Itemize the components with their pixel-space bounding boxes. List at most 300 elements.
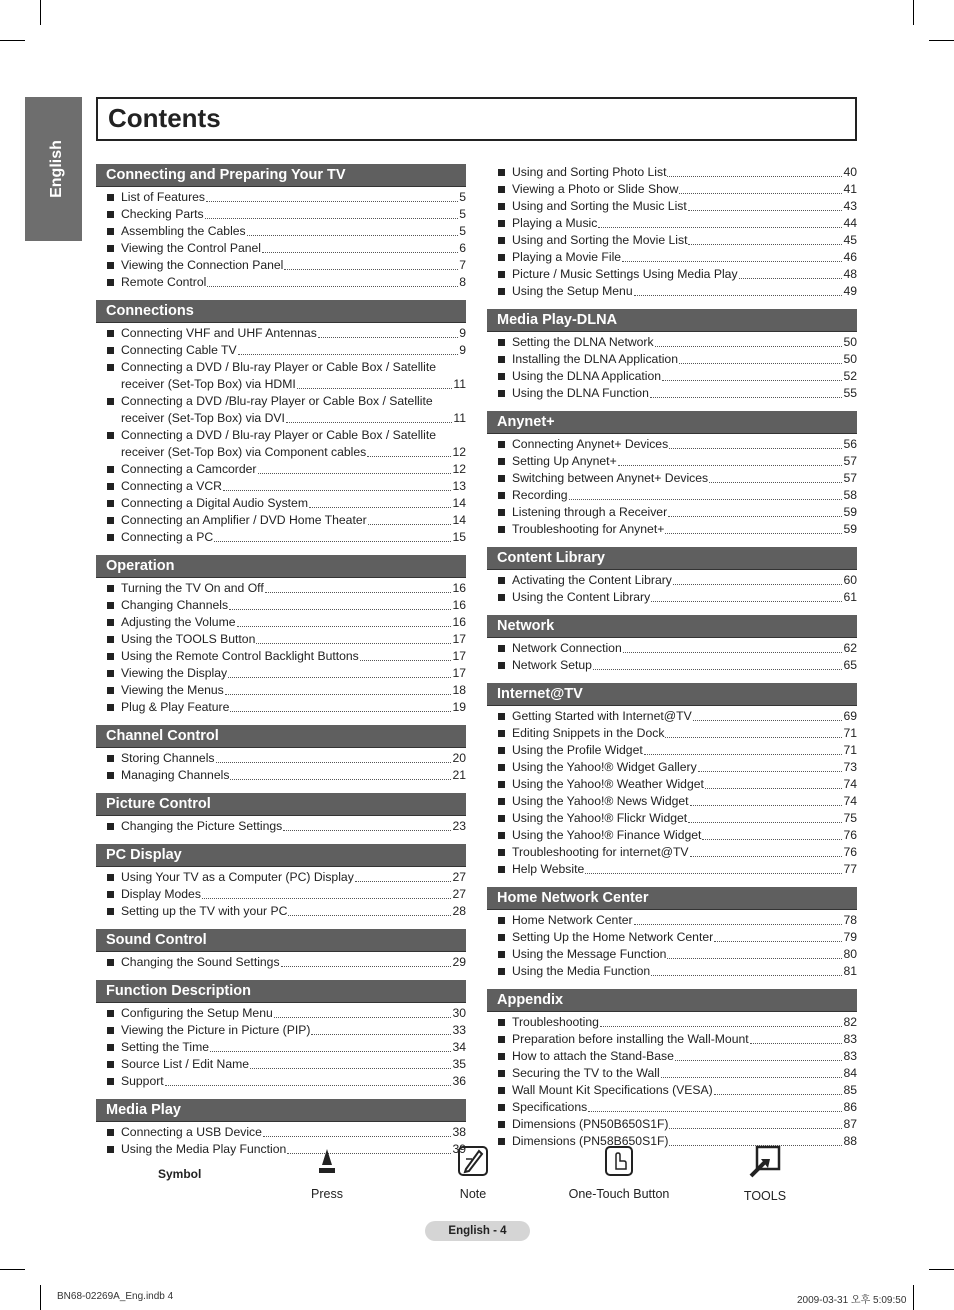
one-touch-button-icon [603,1145,635,1177]
dot-leader [225,694,452,695]
toc-entry-title: Connecting a DVD / Blu-ray Player or Cable Box / Satellite [121,428,436,442]
toc-entry-title: Viewing the Picture in Picture (PIP) [121,1023,311,1037]
toc-entry[interactable] [487,1116,857,1133]
toc-entry[interactable] [96,648,466,665]
dot-leader [286,422,452,423]
toc-entry-page: 12 [452,445,466,459]
toc-entry[interactable] [487,963,857,980]
square-bullet-icon [107,466,114,473]
toc-entry[interactable] [487,487,857,504]
toc-entry[interactable] [487,1065,857,1082]
toc-entry[interactable] [487,1048,857,1065]
toc-entry[interactable] [96,1005,466,1022]
toc-entry[interactable] [487,912,857,929]
square-bullet-icon [498,492,505,499]
square-bullet-icon [107,1129,114,1136]
toc-entry-page: 50 [843,335,857,349]
toc-entry[interactable] [96,580,466,597]
toc-entry-page: 6 [459,241,466,255]
toc-entry-page: 75 [843,811,857,825]
toc-entry[interactable] [487,861,857,878]
dot-leader [709,482,842,483]
toc-entry-page: 19 [452,700,466,714]
square-bullet-icon [107,636,114,643]
toc-entry[interactable] [487,504,857,521]
toc-entry-title: Viewing the Control Panel [121,241,262,255]
toc-entry-title: Using the Remote Control Backlight Buttons [121,649,359,663]
dot-leader [216,762,452,763]
dot-leader [274,1017,452,1018]
toc-entry[interactable] [487,232,857,249]
toc-entry-title: Network Connection [512,641,622,655]
toc-entry[interactable] [487,368,857,385]
dot-leader [622,261,842,262]
square-bullet-icon [498,237,505,244]
toc-entry-page: 5 [459,224,466,238]
square-bullet-icon [498,458,505,465]
dot-leader [739,278,843,279]
toc-entry-page: 17 [452,649,466,663]
square-bullet-icon [498,917,505,924]
toc-entry-title: Using the Yahoo!® Flickr Widget [512,811,688,825]
toc-entry[interactable] [96,869,466,886]
dot-leader [651,975,842,976]
toc-entry[interactable] [96,1073,466,1090]
symbol-caption: TOOLS [743,1189,787,1203]
dot-leader [667,176,842,177]
square-bullet-icon [107,483,114,490]
toc-entry-title: Connecting a VCR [121,479,222,493]
toc-entry-title: Help Website [512,862,585,876]
toc-entry[interactable] [96,274,466,291]
toc-entry[interactable] [96,478,466,495]
toc-entry[interactable] [487,640,857,657]
toc-entry-title: Setting the Time [121,1040,210,1054]
toc-entry[interactable] [96,359,466,393]
toc-entry[interactable] [96,886,466,903]
square-bullet-icon [107,653,114,660]
section-heading: Content Library [487,547,857,569]
square-bullet-icon [107,228,114,235]
toc-entry[interactable] [96,750,466,767]
toc-entry-page: 34 [452,1040,466,1054]
toc-entry-page: 59 [843,505,857,519]
toc-entry[interactable] [487,1031,857,1048]
toc-entry-title: Securing the TV to the Wall [512,1066,660,1080]
toc-entry[interactable] [487,776,857,793]
square-bullet-icon [107,1044,114,1051]
toc-entry[interactable] [96,427,466,461]
dot-leader [714,1094,843,1095]
toc-entry-title: Using the Yahoo!® Weather Widget [512,777,704,791]
toc-entry-page: 11 [453,411,466,425]
square-bullet-icon [498,730,505,737]
footer-timestamp: 2009-03-31 오후 5:09:50 [797,1295,907,1306]
toc-entry-page: 55 [843,386,857,400]
toc-entry[interactable] [96,461,466,478]
square-bullet-icon [498,254,505,261]
toc-entry-page: 11 [453,377,466,391]
dot-leader [229,609,451,610]
square-bullet-icon [107,1061,114,1068]
toc-entry-page: 16 [452,581,466,595]
toc-entry[interactable] [96,393,466,427]
toc-section-channel-control [96,725,466,784]
dot-leader [679,193,842,194]
toc-entry[interactable] [96,1022,466,1039]
square-bullet-icon [498,577,505,584]
toc-entry[interactable] [487,827,857,844]
crop-mark [0,1269,25,1270]
toc-entry-title: Setting up the TV with your PC [121,904,288,918]
toc-entry[interactable] [487,1082,857,1099]
dot-leader [355,881,452,882]
toc-entry-page: 50 [843,352,857,366]
toc-entry-title: Remote Control [121,275,207,289]
language-tab [25,97,82,241]
toc-entry-title: Home Network Center [512,913,633,927]
toc-entry-page: 48 [843,267,857,281]
toc-entry[interactable] [487,470,857,487]
dot-leader [673,584,843,585]
toc-entry-title: Source List / Edit Name [121,1057,250,1071]
dot-leader [634,295,843,296]
dot-leader [667,958,842,959]
toc-entry-title: Using the Yahoo!® Finance Widget [512,828,702,842]
square-bullet-icon [498,968,505,975]
square-bullet-icon [107,755,114,762]
dot-leader [228,677,451,678]
toc-entry[interactable] [487,657,857,674]
square-bullet-icon [498,509,505,516]
square-bullet-icon [107,330,114,337]
toc-entry[interactable] [487,572,857,589]
symbol-caption: One-Touch Button [568,1187,670,1201]
toc-entry-title: Using the Yahoo!® Widget Gallery [512,760,697,774]
toc-entry-title: Using the Yahoo!® News Widget [512,794,689,808]
dot-leader [263,1136,452,1137]
toc-entry[interactable] [487,521,857,538]
dot-leader [688,822,842,823]
toc-section-content-library [487,547,857,606]
toc-entry[interactable] [487,436,857,453]
toc-entry-title: Using the DLNA Application [512,369,662,383]
toc-entry-page: 81 [843,964,857,978]
square-bullet-icon [107,432,114,439]
toc-entry-title: Troubleshooting [512,1015,599,1029]
toc-entry[interactable] [96,903,466,920]
symbol-press [267,1145,387,1201]
toc-entry-page: 56 [843,437,857,451]
square-bullet-icon [107,364,114,371]
toc-entry[interactable] [487,266,857,283]
dot-leader [688,210,843,211]
toc-entry[interactable] [96,614,466,631]
toc-entry-title: Dimensions (PN58B650S1F) [512,1134,669,1148]
toc-entry-page: 65 [843,658,857,672]
toc-entry-title: Configuring the Setup Menu [121,1006,273,1020]
toc-entry-page: 57 [843,454,857,468]
toc-entry-title: Using the TOOLS Button [121,632,256,646]
toc-entry[interactable] [487,589,857,606]
toc-entry[interactable] [487,742,857,759]
press-icon [312,1145,342,1177]
toc-entry-page: 59 [843,522,857,536]
toc-entry-page: 36 [452,1074,466,1088]
crop-mark [929,40,954,41]
square-bullet-icon [107,245,114,252]
toc-entry[interactable] [96,818,466,835]
toc-entry-page: 71 [843,726,857,740]
toc-entry-title: Connecting a PC [121,530,214,544]
dot-leader [207,286,458,287]
section-heading: Anynet+ [487,411,857,433]
toc-entry[interactable] [96,597,466,614]
square-bullet-icon [107,211,114,218]
square-bullet-icon [107,602,114,609]
square-bullet-icon [498,288,505,295]
toc-entry[interactable] [96,954,466,971]
square-bullet-icon [498,1019,505,1026]
toc-section-media-play-dlna [487,309,857,402]
toc-entry[interactable] [96,495,466,512]
dot-leader [644,754,843,755]
toc-entry[interactable] [487,1099,857,1116]
toc-entry-page: 8 [459,275,466,289]
toc-entry-title: Changing Channels [121,598,229,612]
square-bullet-icon [498,951,505,958]
toc-entry-title: Managing Channels [121,768,230,782]
square-bullet-icon [498,645,505,652]
dot-leader [297,388,453,389]
square-bullet-icon [498,271,505,278]
dot-leader [690,856,843,857]
dot-leader [247,235,459,236]
toc-entry-title: Setting the DLNA Network [512,335,654,349]
toc-entry[interactable] [487,164,857,181]
toc-entry[interactable] [96,257,466,274]
toc-entry-title: Using the Media Function [512,964,651,978]
toc-entry[interactable] [487,249,857,266]
toc-entry[interactable] [96,342,466,359]
section-heading: Channel Control [96,725,466,747]
toc-entry-page: 15 [452,530,466,544]
toc-section-connecting-and-preparing-your-tv [96,164,466,291]
toc-entry[interactable] [487,759,857,776]
toc-entry[interactable] [487,351,857,368]
toc-entry-page: 87 [843,1117,857,1131]
toc-entry-page: 83 [843,1049,857,1063]
toc-entry-title: Specifications [512,1100,588,1114]
toc-entry[interactable] [487,283,857,300]
toc-entry[interactable] [96,767,466,784]
note-icon [457,1145,489,1177]
section-heading: Appendix [487,989,857,1011]
toc-entry-page: 16 [452,615,466,629]
dot-leader [655,346,843,347]
toc-entry-title: Support [121,1074,164,1088]
toc-entry-title: Troubleshooting for Anynet+ [512,522,665,536]
toc-section-continued [487,164,857,300]
square-bullet-icon [107,959,114,966]
toc-entry[interactable] [487,708,857,725]
dot-leader [593,669,843,670]
toc-entry-page: 78 [843,913,857,927]
square-bullet-icon [107,619,114,626]
toc-entry-title: Viewing a Photo or Slide Show [512,182,679,196]
toc-entry[interactable] [96,631,466,648]
dot-leader [318,337,458,338]
toc-entry-page: 82 [843,1015,857,1029]
dot-leader [618,465,843,466]
tools-icon [748,1145,782,1179]
crop-mark [40,0,41,25]
toc-entry[interactable] [96,325,466,342]
dot-leader [265,592,452,593]
toc-entry[interactable] [487,844,857,861]
square-bullet-icon [498,832,505,839]
toc-entry[interactable] [96,665,466,682]
toc-entry-page: 85 [843,1083,857,1097]
toc-entry[interactable] [487,181,857,198]
toc-entry-title: Setting Up Anynet+ [512,454,617,468]
square-bullet-icon [107,517,114,524]
toc-entry-page: 86 [843,1100,857,1114]
toc-entry-page: 52 [843,369,857,383]
page-title: Contents [108,103,221,133]
square-bullet-icon [107,1027,114,1034]
toc-entry[interactable] [96,189,466,206]
toc-entry[interactable] [487,453,857,470]
toc-entry[interactable] [487,725,857,742]
toc-entry[interactable] [96,223,466,240]
symbol-legend-label: Symbol [158,1167,202,1181]
square-bullet-icon [107,670,114,677]
toc-right-column [487,164,857,1159]
toc-entry[interactable] [487,334,857,351]
toc-entry-page: 44 [843,216,857,230]
square-bullet-icon [498,849,505,856]
toc-entry-page: 43 [843,199,857,213]
square-bullet-icon [498,169,505,176]
toc-entry-title: Playing a Music [512,216,598,230]
toc-entry[interactable] [487,946,857,963]
dot-leader [206,201,458,202]
toc-entry[interactable] [487,1014,857,1031]
toc-entry[interactable] [487,929,857,946]
dot-leader [223,490,451,491]
toc-section-anynet [487,411,857,538]
dot-leader [238,354,459,355]
toc-entry-title: Dimensions (PN50B650S1F) [512,1117,669,1131]
toc-entry[interactable] [96,1124,466,1141]
toc-entry-page: 79 [843,930,857,944]
toc-entry-title: Network Setup [512,658,592,672]
square-bullet-icon [498,203,505,210]
dot-leader [661,1077,843,1078]
toc-entry[interactable] [96,529,466,546]
toc-entry[interactable] [487,793,857,810]
toc-entry-page: 84 [843,1066,857,1080]
toc-entry-title: Adjusting the Volume [121,615,236,629]
toc-left-column [96,164,466,1167]
toc-section-picture-control [96,793,466,835]
square-bullet-icon [498,356,505,363]
toc-entry-page: 57 [843,471,857,485]
toc-entry[interactable] [487,810,857,827]
toc-entry-page: 58 [843,488,857,502]
dot-leader [662,380,842,381]
square-bullet-icon [107,1010,114,1017]
square-bullet-icon [107,874,114,881]
toc-entry-page: 74 [843,794,857,808]
toc-entry[interactable] [487,385,857,402]
section-heading: Network [487,615,857,637]
square-bullet-icon [107,262,114,269]
toc-entry-page: 13 [452,479,466,493]
dot-leader [368,524,452,525]
square-bullet-icon [498,1070,505,1077]
square-bullet-icon [498,220,505,227]
toc-entry[interactable] [96,699,466,716]
square-bullet-icon [107,891,114,898]
toc-entry[interactable] [96,512,466,529]
section-heading: Connecting and Preparing Your TV [96,164,466,186]
crop-mark [40,1285,41,1310]
dot-leader [262,252,458,253]
toc-entry[interactable] [96,682,466,699]
toc-entry-title: How to attach the Stand-Base [512,1049,674,1063]
toc-entry-page: 76 [843,828,857,842]
toc-entry-title: Changing the Picture Settings [121,819,283,833]
square-bullet-icon [498,1036,505,1043]
toc-entry-page: 28 [452,904,466,918]
square-bullet-icon [498,186,505,193]
dot-leader [284,269,458,270]
dot-leader [309,507,451,508]
page-number-badge: English - 4 [425,1221,530,1241]
dot-leader [367,456,451,457]
dot-leader [230,779,451,780]
toc-entry-page: 38 [452,1125,466,1139]
square-bullet-icon [498,373,505,380]
toc-entry[interactable] [96,240,466,257]
dot-leader [230,711,451,712]
toc-entry-page: 27 [452,870,466,884]
dot-leader [665,533,842,534]
toc-entry[interactable] [487,215,857,232]
toc-entry[interactable] [96,1039,466,1056]
toc-entry-page: 30 [452,1006,466,1020]
square-bullet-icon [498,339,505,346]
toc-entry-title: Connecting a Camcorder [121,462,257,476]
toc-entry-title: receiver (Set-Top Box) via HDMI [121,377,296,391]
square-bullet-icon [107,534,114,541]
toc-entry[interactable] [487,198,857,215]
toc-entry-title: Listening through a Receiver [512,505,668,519]
toc-entry-title: Connecting an Amplifier / DVD Home Theater [121,513,367,527]
toc-entry-page: 14 [452,513,466,527]
toc-entry[interactable] [96,206,466,223]
toc-entry-page: 17 [452,666,466,680]
toc-entry-page: 39 [452,1142,466,1156]
toc-entry-page: 69 [843,709,857,723]
toc-entry[interactable] [96,1056,466,1073]
dot-leader [705,788,843,789]
dot-leader [688,244,842,245]
square-bullet-icon [107,398,114,405]
square-bullet-icon [498,441,505,448]
